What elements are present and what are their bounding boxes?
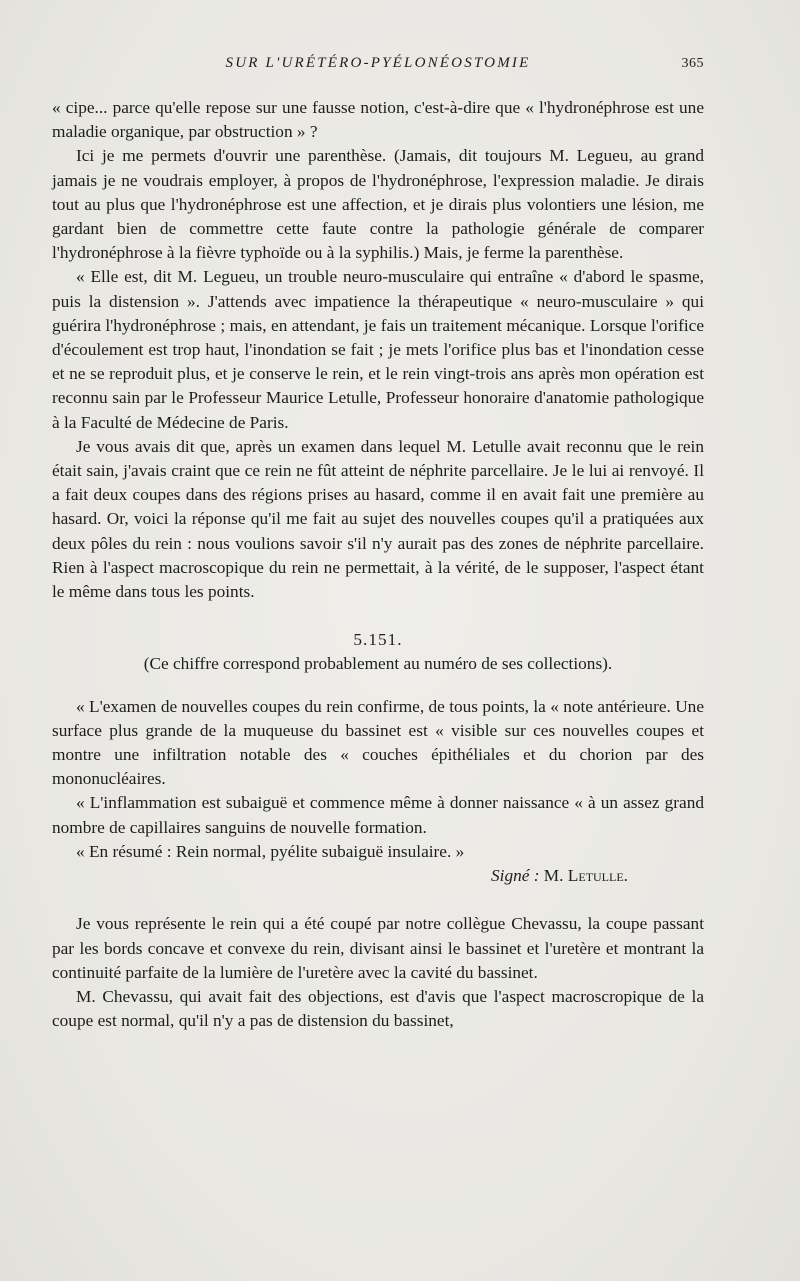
paragraph-letulle-exam: Je vous avais dit que, après un examen dans lequel M. Letulle avait reconnu que le rein était sain, j'avais craint que ce rein ne fût atteint de néphrite parcellaire. Je le lui ai renvoyé. Il a fait deux coupes dans des régions prises au hasard, comme il en avait fait une première au hasard. Or, voici la réponse qu'il me fait au sujet des nouvelles coupes qu'il a pratiquées aux deux pôles du rein : nous voulions savoir s'il n'y aurait pas des zones de néphrite parcellaire. Rien à l'aspect macroscopique du rein ne permettait, à la vérité, de le supposer, l'aspect étant le même dans tous les points. bbox=[52, 436, 704, 602]
signature-label: Signé : bbox=[491, 866, 540, 886]
paragraph-chevassu-cut: Je vous représente le rein qui a été coupé par notre collègue Chevassu, la coupe passant par les bords concave et convexe du rein, divisant ainsi le bassinet et l'uretère et montrant la continuité parfaite de la lumière de l'uretère avec la cavité du bassinet. bbox=[52, 914, 704, 982]
signature-name: M. Letulle. bbox=[543, 866, 628, 886]
paragraph-parenthesis: Ici je me permets d'ouvrir une parenthèse. (Jamais, dit toujours M. Legueu, au grand jamais je ne voudrais employer, à propos de l'hydronéphrose, l'expression maladie. Je dirais tout au plus que l'hydronéphrose est une affection, et je dirais plus volontiers une lésion, me gardant bien de commettre cette faute contre la pathologie générale de comparer l'hydronéphrose à la fièvre typhoïde ou à la syphilis.) Mais, je ferme la parenthèse. bbox=[52, 146, 704, 263]
collection-note: (Ce chiffre correspond probablement au numéro de ses collections). bbox=[143, 654, 613, 674]
paragraph-neuro-muscular: « Elle est, dit M. Legueu, un trouble neuro-musculaire qui entraîne « d'abord le spasme, puis la distension ». J'attends avec impatience la thérapeutique « neuro-musculaire » qui guérira l'hydronéphrose ; mais, en attendant, je fais un traitement mécanique. Lorsque l'orifice d'écoulement est trop haut, l'inondation se fait ; je mets l'orifice plus bas et l'inondation cesse et ne se reproduit plus, et je conserve le rein, et le rein vingt-trois ans après mon opération est reconnu sain par le Professeur Maurice Letulle, Professeur honoraire d'anatomie pathologique à la Faculté de Médecine de Paris. bbox=[52, 267, 704, 432]
spacer bbox=[52, 888, 704, 912]
body-text bbox=[52, 96, 704, 1033]
quote-inflammation: « L'inflammation est subaiguë et commence même à donner naissance « à un assez grand nombre de capillaires sanguins de nouvelle formation. bbox=[52, 793, 704, 837]
spacer bbox=[52, 677, 704, 695]
quote-examination: « L'examen de nouvelles coupes du rein confirme, de tous points, la « note antérieure. Une surface plus grande de la muqueuse du bassinet est « visible sur ces nouvelles coupes et montre une infiltration notable des « couches épithéliales et du chorion par des mononucléaires. bbox=[52, 696, 704, 789]
collection-number: 5.151. bbox=[353, 630, 403, 650]
running-head bbox=[52, 52, 704, 76]
running-title: SUR L'URÉTÉRO-PYÉLONÉOSTOMIE bbox=[225, 55, 531, 71]
quote-summary: « En résumé : Rein normal, pyélite subaiguë insulaire. » bbox=[76, 841, 465, 861]
page-number: 365 bbox=[681, 56, 704, 71]
paragraph-quote-continuation: « cipe... parce qu'elle repose sur une fausse notion, c'est-à-dire que « l'hydronéphrose est une maladie organique, par obstruction » ? bbox=[52, 98, 704, 142]
paragraph-chevassu-opinion: M. Chevassu, qui avait fait des objections, est d'avis que l'aspect macroscropique de la coupe est normal, qu'il n'y a pas de distension du bassinet, bbox=[52, 986, 704, 1031]
signature bbox=[52, 864, 704, 888]
